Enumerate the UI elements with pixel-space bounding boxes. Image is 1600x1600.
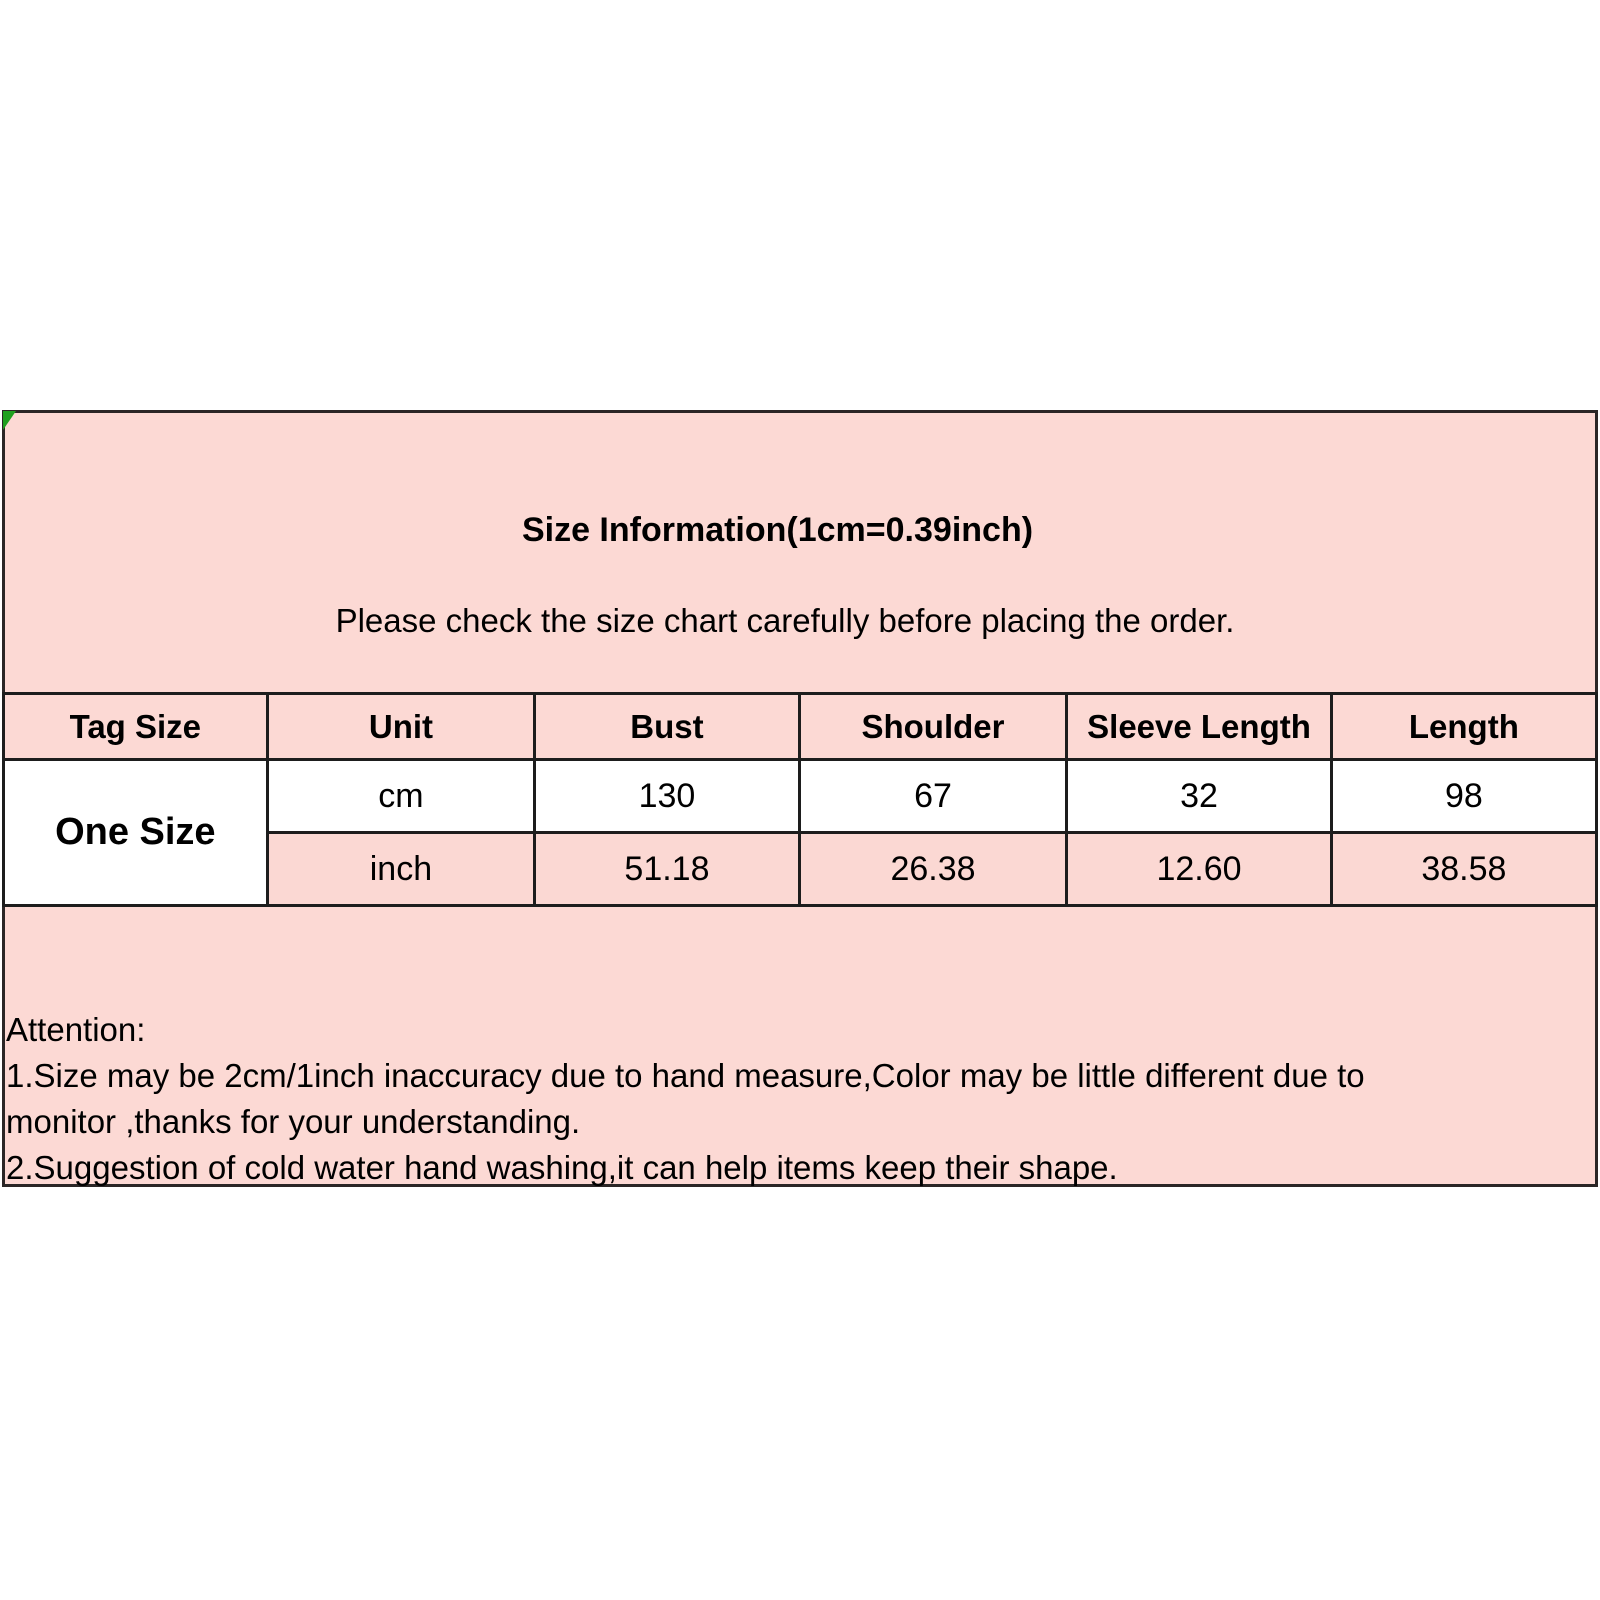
cell-cm-unit: cm <box>267 760 535 833</box>
attention-heading: Attention: <box>6 1011 146 1048</box>
table-header-row <box>4 694 1597 760</box>
cell-cm-bust: 130 <box>535 760 799 833</box>
header-cell-shoulder: Shoulder <box>799 694 1067 760</box>
attention-note-1-line-2: monitor ,thanks for your understanding. <box>6 1103 581 1140</box>
attention-note-1-line-1: 1.Size may be 2cm/1inch inaccuracy due to hand measure,Color may be little different due to <box>6 1057 1365 1094</box>
green-corner-triangle <box>3 411 16 430</box>
header-cell-length: Length <box>1331 694 1596 760</box>
attention-notes <box>6 1007 1566 1191</box>
header-cell-bust: Bust <box>535 694 799 760</box>
page-title: Size Information(1cm=0.39inch) <box>521 511 1034 549</box>
cell-cm-length: 98 <box>1331 760 1596 833</box>
cell-inch-unit: inch <box>267 833 535 906</box>
header-cell-sleeve-length: Sleeve Length <box>1067 694 1331 760</box>
cell-inch-length: 38.58 <box>1331 833 1596 906</box>
page-subtitle: Please check the size chart carefully before placing the order. <box>335 602 1235 639</box>
header-cell-tag-size: Tag Size <box>4 694 268 760</box>
cell-inch-bust: 51.18 <box>535 833 799 906</box>
cell-inch-sleeve-length: 12.60 <box>1067 833 1331 906</box>
size-table <box>2 692 1598 907</box>
attention-note-2: 2.Suggestion of cold water hand washing,it can help items keep their shape. <box>6 1149 1118 1186</box>
cell-cm-sleeve-length: 32 <box>1067 760 1331 833</box>
cell-tag-size: One Size <box>4 760 268 906</box>
cell-cm-shoulder: 67 <box>799 760 1067 833</box>
cell-inch-shoulder: 26.38 <box>799 833 1067 906</box>
table-row-cm <box>4 760 1597 833</box>
header-cell-unit: Unit <box>267 694 535 760</box>
